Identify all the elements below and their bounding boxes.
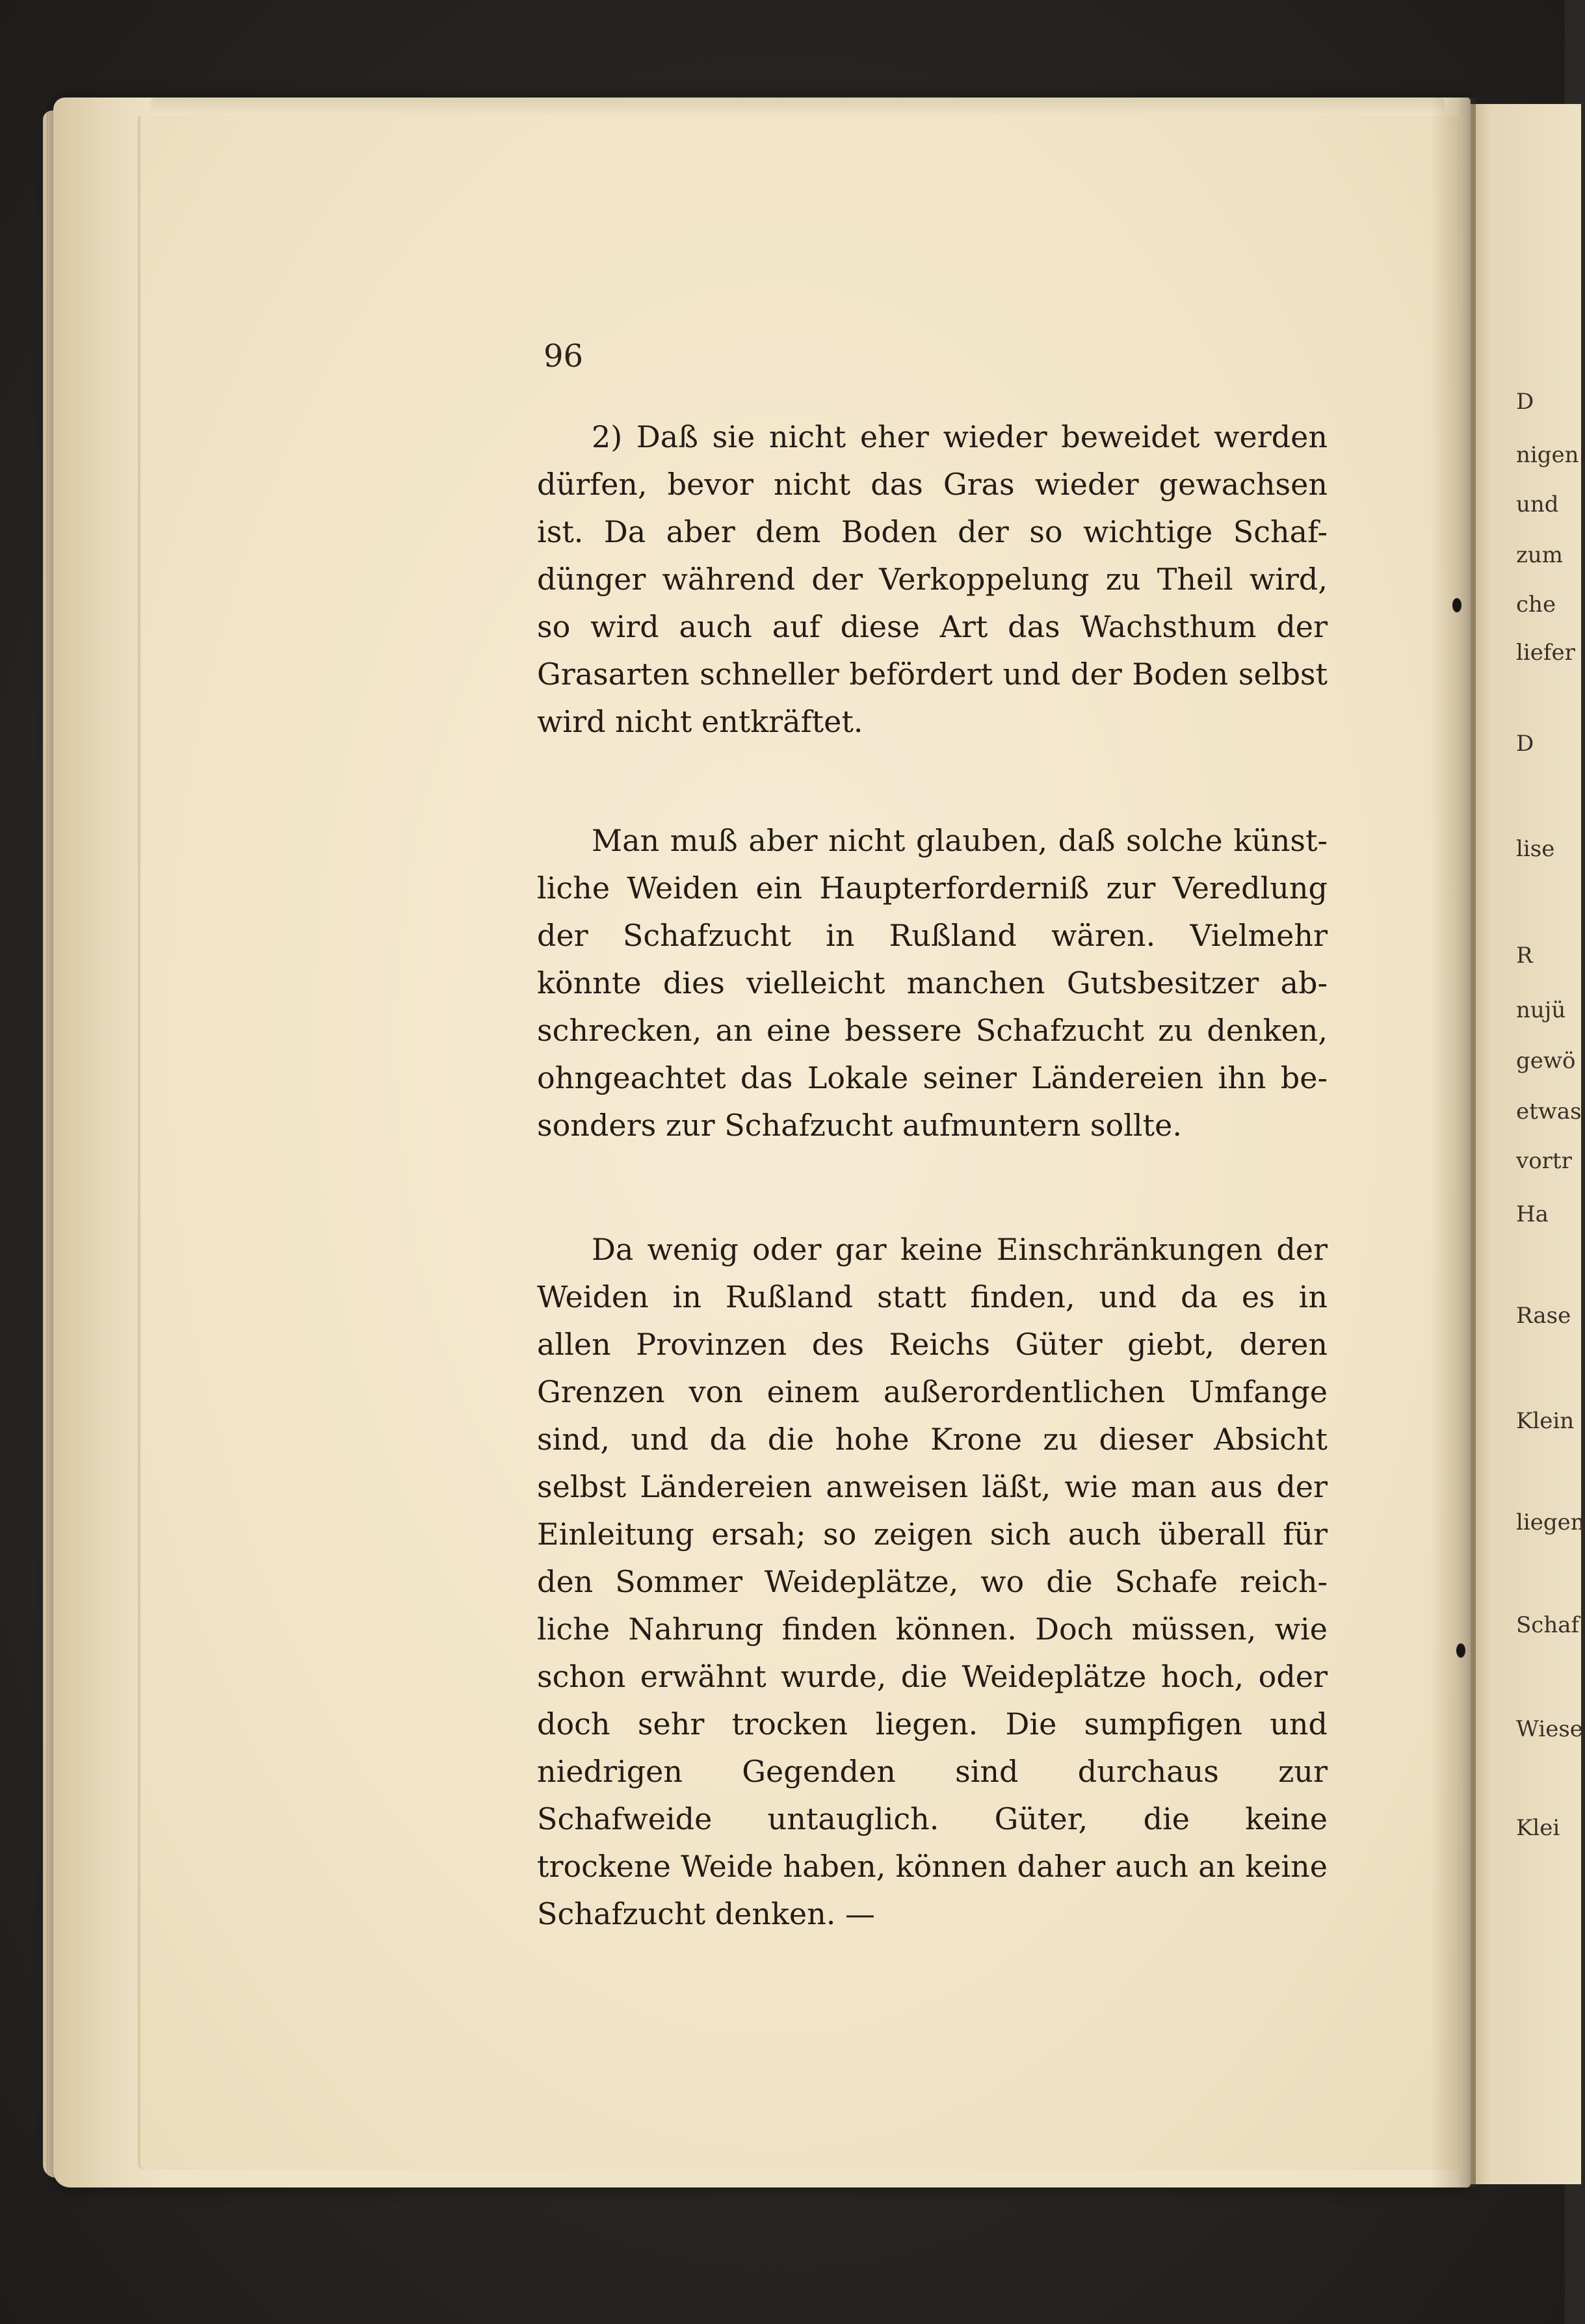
fragment: vortr: [1516, 1148, 1572, 1174]
text-line: Da wenig oder gar keine Einschränkungen der: [592, 1232, 1328, 1267]
fragment: Klei: [1516, 1815, 1560, 1841]
text-line: Schafzucht denken. —: [537, 1896, 875, 1931]
text-line: so wird auch auf diese Art das Wachsthum der: [537, 609, 1328, 644]
text-line: ist. Da aber dem Boden der so wichtige Schaf-: [537, 514, 1328, 549]
paragraph-2: [537, 817, 1328, 1149]
fragment: etwas: [1516, 1099, 1582, 1125]
text-line: Einleitung ersah; so zeigen sich auch überall für: [537, 1517, 1328, 1552]
text-line: könnte dies vielleicht manchen Gutsbesitzer ab-: [537, 965, 1328, 1000]
text-line: allen Provinzen des Reichs Güter giebt, deren: [537, 1327, 1328, 1362]
fragment: che: [1516, 592, 1556, 618]
fragment: Rase: [1516, 1303, 1571, 1329]
fragment: nigen: [1516, 442, 1579, 468]
fragment: Klein: [1516, 1408, 1575, 1434]
book-gutter: [1430, 98, 1476, 2187]
fragment: zum: [1516, 542, 1564, 568]
paragraph-3: [537, 1226, 1328, 1938]
fragment: Schaf: [1516, 1612, 1580, 1638]
text-line: dünger während der Verkoppelung zu Theil wird,: [537, 562, 1328, 597]
text-line: sind, und da die hohe Krone zu dieser Absicht: [537, 1422, 1328, 1457]
binding-mark: [1452, 598, 1461, 612]
right-page-text-fragments: [1516, 0, 1585, 2324]
fragment: Wiese: [1516, 1716, 1583, 1742]
fragment: D: [1516, 731, 1534, 757]
body-text: [537, 413, 1328, 1938]
text-line: Man muß aber nicht glauben, daß solche künst-: [592, 823, 1328, 858]
text-line: ohngeachtet das Lokale seiner Ländereien ihn be-: [537, 1060, 1328, 1095]
page-top-fold: [151, 98, 1445, 116]
text-line: schon erwähnt wurde, die Weideplätze hoch, oder: [537, 1659, 1328, 1694]
fragment: lise: [1516, 836, 1555, 862]
text-line: Grasarten schneller befördert und der Boden selbst: [537, 657, 1328, 692]
fragment: gewö: [1516, 1048, 1576, 1074]
text-line: schrecken, an eine bessere Schafzucht zu denken,: [537, 1013, 1328, 1048]
fragment: D: [1516, 389, 1534, 415]
text-line: Schafweide untauglich. Güter, die keine: [537, 1801, 1328, 1836]
fragment: Ha: [1516, 1201, 1549, 1227]
text-line: wird nicht entkräftet.: [537, 704, 863, 739]
text-line: Grenzen von einem außerordentlichen Umfange: [537, 1374, 1328, 1409]
binding-mark: [1456, 1643, 1465, 1658]
text-line: trockene Weide haben, können daher auch an keine: [537, 1849, 1328, 1884]
paragraph-1: [537, 413, 1328, 746]
text-line: dürfen, bevor nicht das Gras wieder gewachsen: [537, 467, 1328, 502]
text-line: 2) Daß sie nicht eher wieder beweidet werden: [592, 419, 1328, 454]
text-line: doch sehr trocken liegen. Die sumpfigen und: [537, 1706, 1328, 1742]
fragment: und: [1516, 491, 1559, 517]
text-line: sonders zur Schafzucht aufmuntern sollte.: [537, 1108, 1182, 1143]
text-line: der Schafzucht in Rußland wären. Vielmehr: [537, 918, 1328, 953]
fragment: liefer: [1516, 640, 1575, 666]
fragment: R: [1516, 943, 1533, 969]
text-line: Weiden in Rußland statt finden, und da es in: [537, 1279, 1328, 1314]
text-line: selbst Ländereien anweisen läßt, wie man aus der: [537, 1469, 1328, 1504]
fragment: liegen: [1516, 1509, 1585, 1535]
text-line: den Sommer Weideplätze, wo die Schafe reich-: [537, 1564, 1328, 1599]
text-line: niedrigen Gegenden sind durchaus zur: [537, 1754, 1328, 1789]
text-line: liche Weiden ein Haupterforderniß zur Veredlung: [537, 870, 1328, 906]
fragment: nujü: [1516, 997, 1566, 1023]
page-number: 96: [544, 338, 584, 374]
text-line: liche Nahrung finden können. Doch müssen, wie: [537, 1612, 1328, 1647]
